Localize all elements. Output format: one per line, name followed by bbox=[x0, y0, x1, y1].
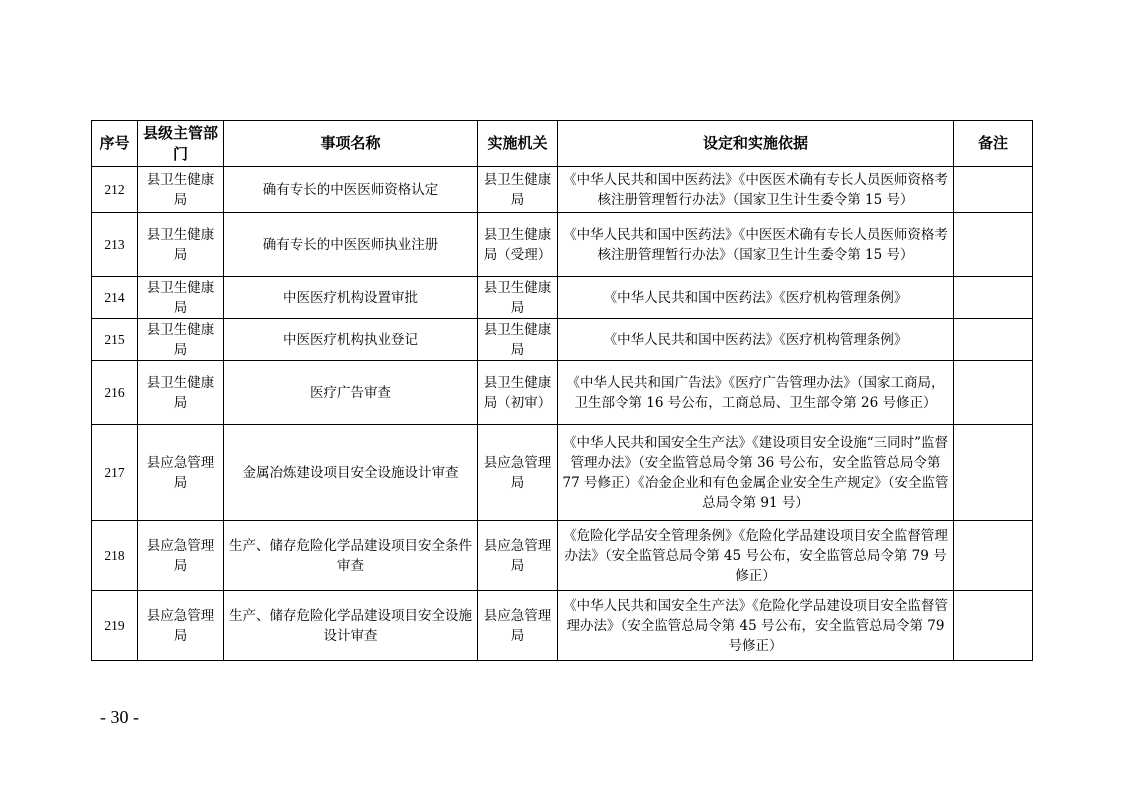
row-basis: 《中华人民共和国中医药法》《医疗机构管理条例》 bbox=[558, 319, 954, 361]
row-agency: 县卫生健康局（初审） bbox=[478, 361, 558, 425]
header-note: 备注 bbox=[954, 121, 1033, 167]
row-item: 中医医疗机构设置审批 bbox=[224, 277, 478, 319]
table-row bbox=[92, 213, 1033, 277]
table-row bbox=[92, 425, 1033, 521]
row-no: 215 bbox=[92, 319, 138, 361]
row-item: 医疗广告审查 bbox=[224, 361, 478, 425]
table-header-row bbox=[92, 121, 1033, 167]
row-no: 217 bbox=[92, 425, 138, 521]
row-dept: 县应急管理局 bbox=[138, 591, 224, 661]
row-basis: 《中华人民共和国中医药法》《中医医术确有专长人员医师资格考核注册管理暂行办法》（国家卫生计生委令第 15 号） bbox=[558, 167, 954, 213]
row-basis: 《中华人民共和国中医药法》《医疗机构管理条例》 bbox=[558, 277, 954, 319]
row-note bbox=[954, 167, 1033, 213]
row-note bbox=[954, 425, 1033, 521]
header-no: 序号 bbox=[92, 121, 138, 167]
row-note bbox=[954, 361, 1033, 425]
row-no: 218 bbox=[92, 521, 138, 591]
row-item: 生产、储存危险化学品建设项目安全设施设计审查 bbox=[224, 591, 478, 661]
row-note bbox=[954, 319, 1033, 361]
row-basis: 《危险化学品安全管理条例》《危险化学品建设项目安全监督管理办法》（安全监管总局令第 45 号公布，安全监管总局令第 79 号修正） bbox=[558, 521, 954, 591]
row-dept: 县应急管理局 bbox=[138, 425, 224, 521]
row-agency: 县应急管理局 bbox=[478, 591, 558, 661]
row-agency: 县卫生健康局 bbox=[478, 167, 558, 213]
header-basis: 设定和实施依据 bbox=[558, 121, 954, 167]
table-row bbox=[92, 361, 1033, 425]
row-agency: 县卫生健康局 bbox=[478, 277, 558, 319]
row-note bbox=[954, 277, 1033, 319]
header-agency: 实施机关 bbox=[478, 121, 558, 167]
table-row bbox=[92, 521, 1033, 591]
row-agency: 县卫生健康局（受理） bbox=[478, 213, 558, 277]
items-table bbox=[91, 120, 1033, 661]
row-dept: 县应急管理局 bbox=[138, 521, 224, 591]
row-no: 219 bbox=[92, 591, 138, 661]
row-basis: 《中华人民共和国安全生产法》《建设项目安全设施“三同时”监督管理办法》（安全监管总局令第 36 号公布，安全监管总局令第 77 号修正）《冶金企业和有色金属企业安全生产规定》（安全监管总局令第 91 号） bbox=[558, 425, 954, 521]
row-item: 金属冶炼建设项目安全设施设计审查 bbox=[224, 425, 478, 521]
page-number: - 30 - bbox=[100, 707, 139, 727]
row-basis: 《中华人民共和国安全生产法》《危险化学品建设项目安全监督管理办法》（安全监管总局令第 45 号公布，安全监管总局令第 79 号修正） bbox=[558, 591, 954, 661]
row-no: 212 bbox=[92, 167, 138, 213]
header-item: 事项名称 bbox=[224, 121, 478, 167]
row-agency: 县应急管理局 bbox=[478, 425, 558, 521]
row-dept: 县卫生健康局 bbox=[138, 167, 224, 213]
row-basis: 《中华人民共和国广告法》《医疗广告管理办法》（国家工商局，卫生部令第 16 号公布，工商总局、卫生部令第 26 号修正） bbox=[558, 361, 954, 425]
row-no: 216 bbox=[92, 361, 138, 425]
header-dept: 县级主管部门 bbox=[138, 121, 224, 167]
row-dept: 县卫生健康局 bbox=[138, 277, 224, 319]
table-row bbox=[92, 591, 1033, 661]
row-note bbox=[954, 521, 1033, 591]
row-dept: 县卫生健康局 bbox=[138, 361, 224, 425]
row-note bbox=[954, 213, 1033, 277]
table-row bbox=[92, 319, 1033, 361]
row-dept: 县卫生健康局 bbox=[138, 213, 224, 277]
row-agency: 县卫生健康局 bbox=[478, 319, 558, 361]
row-item: 确有专长的中医医师资格认定 bbox=[224, 167, 478, 213]
row-item: 中医医疗机构执业登记 bbox=[224, 319, 478, 361]
table-row bbox=[92, 277, 1033, 319]
row-agency: 县应急管理局 bbox=[478, 521, 558, 591]
row-note bbox=[954, 591, 1033, 661]
row-dept: 县卫生健康局 bbox=[138, 319, 224, 361]
row-item: 生产、储存危险化学品建设项目安全条件审查 bbox=[224, 521, 478, 591]
row-basis: 《中华人民共和国中医药法》《中医医术确有专长人员医师资格考核注册管理暂行办法》（国家卫生计生委令第 15 号） bbox=[558, 213, 954, 277]
table-row bbox=[92, 167, 1033, 213]
row-no: 214 bbox=[92, 277, 138, 319]
row-item: 确有专长的中医医师执业注册 bbox=[224, 213, 478, 277]
row-no: 213 bbox=[92, 213, 138, 277]
